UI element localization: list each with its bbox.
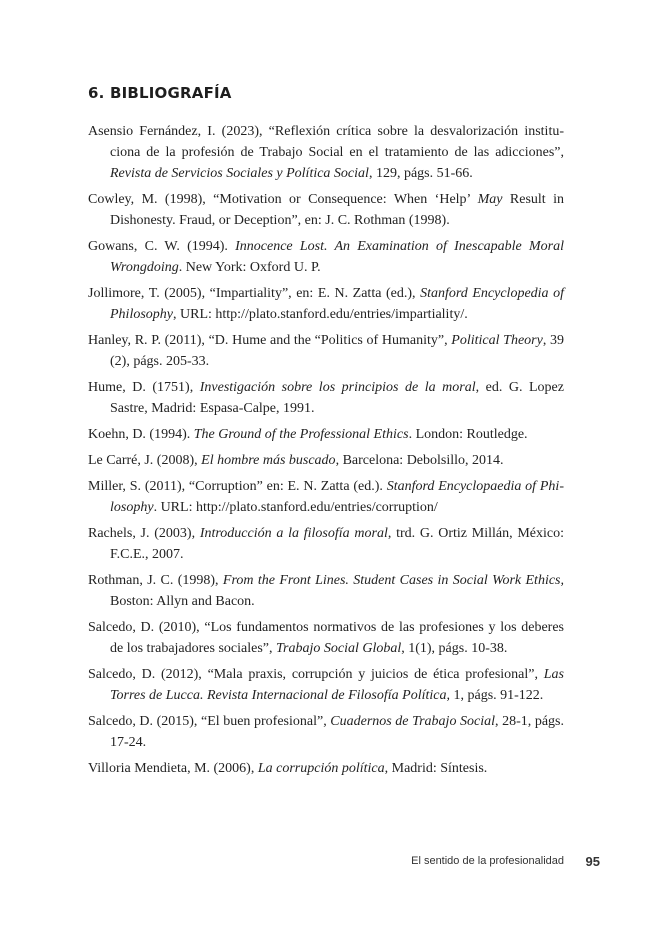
entry-text: Rothman, J. C. (1998), <box>88 573 223 588</box>
entry-text: , 28-1, págs. 17-24. <box>110 714 564 750</box>
entry-text: , ed. G. Lopez Sastre, Madrid: Espasa-Calpe, 1991. <box>110 380 564 416</box>
entry-text: Jollimore, T. (2005), “Impartiality”, en: E. N. Zatta (ed.), <box>88 286 421 301</box>
bibliography-entry <box>88 424 564 445</box>
bibliography-entry <box>88 476 564 518</box>
entry-text: Cowley, M. (1998), “Motivation or Consequence: When ‘Help’ <box>88 192 478 207</box>
entry-work-title: Innocence Lost. An Examination of Inescapable Moral Wrongdoing <box>110 239 564 275</box>
entry-text: , 1(1), págs. 10-38. <box>401 641 508 656</box>
entry-text: Hume, D. (1751), <box>88 380 200 395</box>
bibliography-entry <box>88 664 564 706</box>
entry-work-title: Investigación sobre los principios de la moral <box>199 380 476 395</box>
bibliography-entry <box>88 236 564 278</box>
entry-text: , trd. G. Ortiz Millán, México: F.C.E., 2007. <box>110 526 564 562</box>
entry-work-title: Introducción a la filosofía moral <box>199 526 388 541</box>
entry-text: Asensio Fernández, I. (2023), “Reflexión crítica sobre la desvalorización instituciona de la profesión de Trabajo Social en el tratamiento de las adicciones”, <box>88 124 564 160</box>
bibliography-entry <box>88 450 564 471</box>
entry-work-title: Stanford Encyclopedia of Philosophy <box>110 286 564 322</box>
entry-text: , 129, págs. 51-66. <box>368 166 473 181</box>
bibliography-list <box>88 121 564 784</box>
entry-text: . London: Routledge. <box>408 427 528 442</box>
entry-text: . URL: http://plato.stanford.edu/entries/corruption/ <box>153 500 438 515</box>
bibliography-entry <box>88 758 564 779</box>
entry-text: Boston: Allyn and Bacon. <box>110 594 255 609</box>
entry-work-title: El hombre más buscado <box>201 453 336 468</box>
bibliography-entry <box>88 330 564 372</box>
entry-text: Salcedo, D. (2015), “El buen profesional”, <box>88 714 331 729</box>
entry-work-title: The Ground of the Professional Ethics <box>193 427 409 442</box>
bibliography-entry <box>88 523 564 565</box>
section-title: 6. BIBLIOGRAFÍA <box>88 84 232 102</box>
entry-text: 1, págs. 91-122. <box>449 688 544 703</box>
page-footer <box>360 854 600 870</box>
entry-text: Miller, S. (2011), “Corruption” en: E. N. Zatta (ed.). <box>88 479 387 494</box>
entry-work-title: Political Theory <box>451 333 543 348</box>
entry-text: . New York: Oxford U. P. <box>178 260 321 275</box>
entry-text: Rachels, J. (2003), <box>88 526 200 541</box>
bibliography-entry <box>88 189 564 231</box>
entry-text: Gowans, C. W. (1994). <box>88 239 236 254</box>
entry-text: , 39 (2), págs. 205-33. <box>110 333 565 369</box>
entry-text: , URL: http://plato.stanford.edu/entries/impartiality/. <box>173 307 468 322</box>
bibliography-entry <box>88 377 564 419</box>
entry-text: Le Carré, J. (2008), <box>88 453 202 468</box>
entry-text: , Barcelona: Debolsillo, 2014. <box>335 453 504 468</box>
entry-work-title: Las Torres de Lucca. Revista Internacional de Filosofía Política, <box>110 667 564 703</box>
entry-text: Hanley, R. P. (2011), “D. Hume and the “Politics of Humanity”, <box>88 333 452 348</box>
entry-work-title: Revista de Servicios Sociales y Política Social <box>110 166 369 181</box>
bibliography-entry <box>88 617 564 659</box>
entry-work-title: Stanford Encyclopaedia of Philosophy <box>110 479 564 515</box>
page-number: 95 <box>585 854 600 869</box>
running-title: El sentido de la profesionalidad <box>411 855 564 867</box>
entry-work-title: Trabajo Social Global <box>276 641 402 656</box>
entry-text: , Madrid: Síntesis. <box>384 761 488 776</box>
entry-text: Villoria Mendieta, M. (2006), <box>88 761 258 776</box>
bibliography-entry <box>88 283 564 325</box>
bibliography-entry <box>88 711 564 753</box>
entry-text: Koehn, D. (1994). <box>88 427 194 442</box>
entry-work-title: La corrupción política <box>257 761 385 776</box>
entry-text: Salcedo, D. (2012), “Mala praxis, corrupción y juicios de ética profesional”, <box>88 667 544 682</box>
entry-work-title: May <box>477 192 503 207</box>
entry-text: Result in Dishonesty. Fraud, or Deception”, en: J. C. Rothman (1998). <box>110 192 564 228</box>
entry-work-title: From the Front Lines. Student Cases in Social Work Ethics, <box>222 573 564 588</box>
entry-work-title: Cuadernos de Trabajo Social <box>330 714 496 729</box>
bibliography-entry <box>88 570 564 612</box>
bibliography-entry <box>88 121 564 184</box>
entry-text: Salcedo, D. (2010), “Los fundamentos normativos de las profesiones y los deberes de los trabajadores sociales”, <box>88 620 564 656</box>
